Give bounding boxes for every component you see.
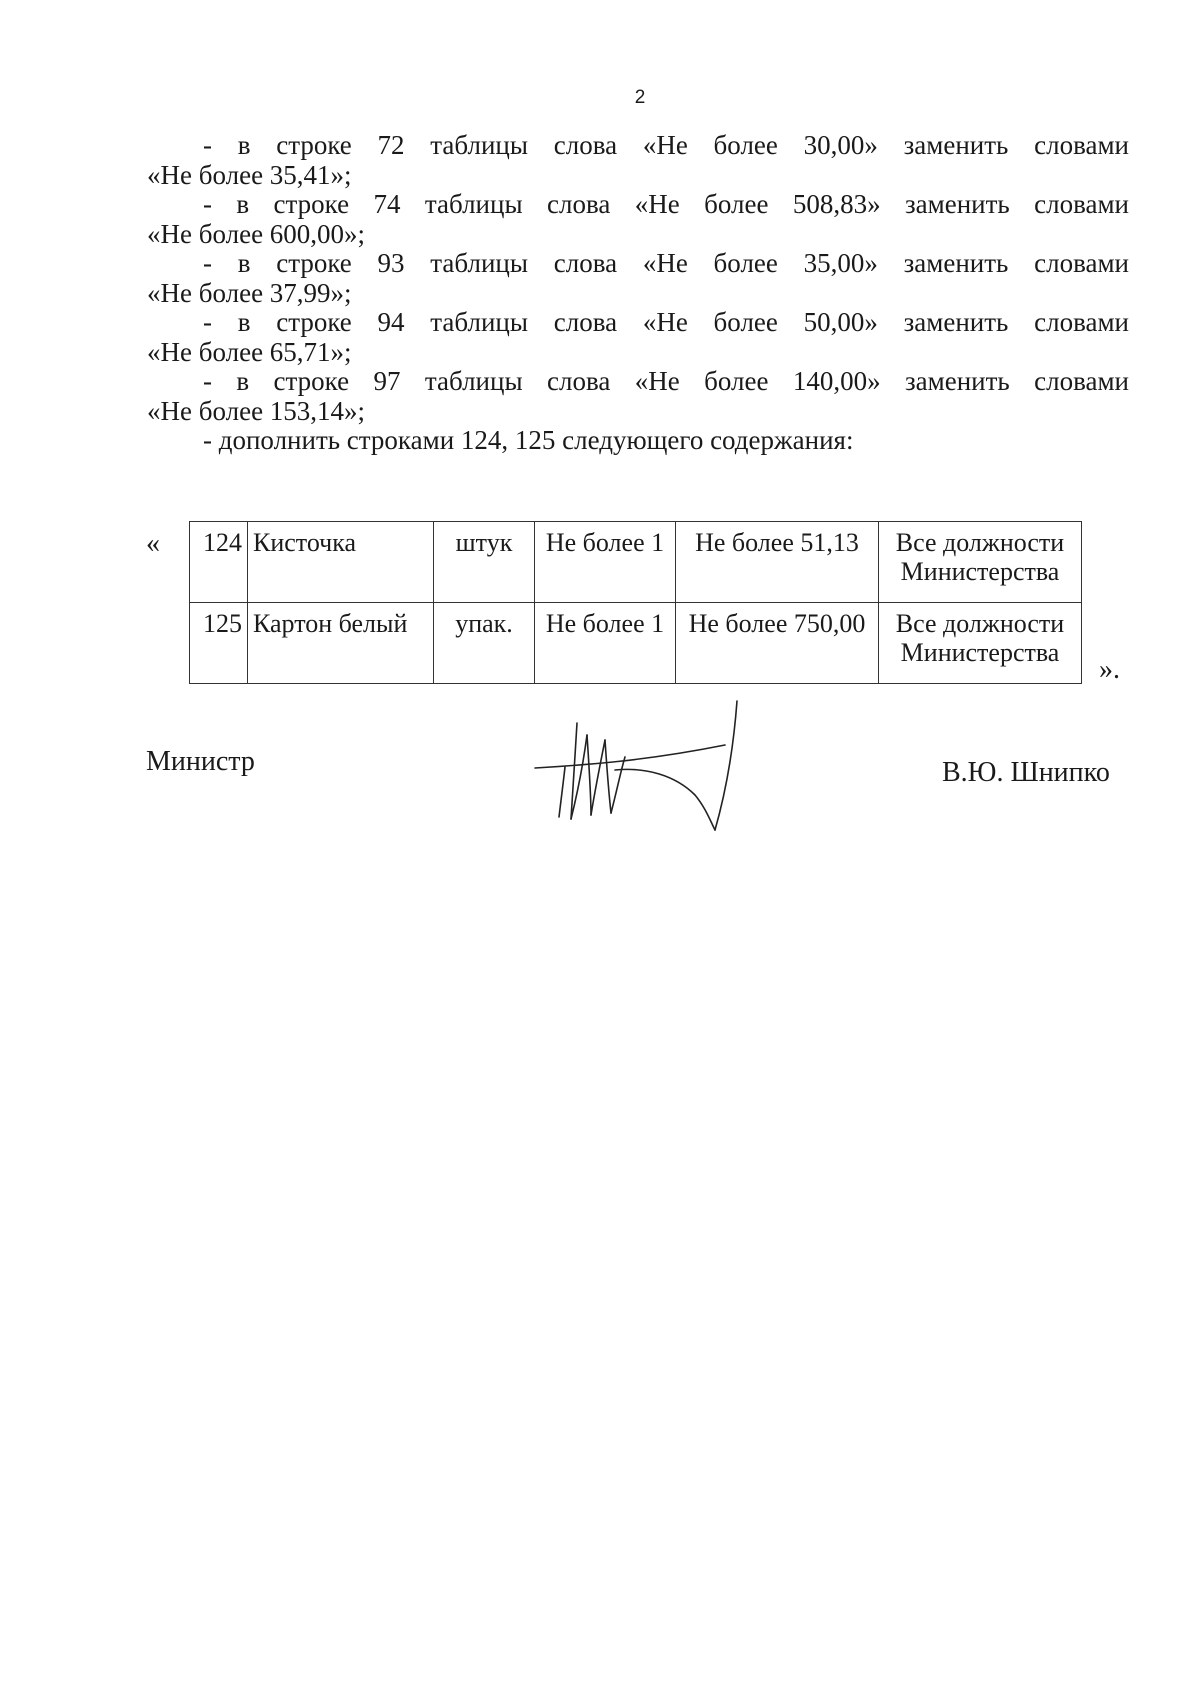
quantity-cell: Не более 1: [535, 522, 676, 603]
row-number-cell: 124: [190, 522, 248, 603]
amendments-text: [147, 131, 1129, 456]
unit-cell: штук: [434, 522, 535, 603]
signatory-title: Министр: [146, 746, 255, 777]
amendment-line: «Не более 153,14»;: [147, 395, 366, 426]
amendment-line: - в строке 97 таблицы слова «Не более 140,00» заменить словами: [203, 366, 1129, 396]
addition-paragraph: - дополнить строками 124, 125 следующего содержания:: [203, 425, 854, 455]
opening-quote: «: [146, 528, 160, 559]
amendment-line: - в строке 93 таблицы слова «Не более 35,00» заменить словами: [203, 248, 1129, 278]
amendment-paragraph: [147, 367, 1129, 426]
row-number-cell: 125: [190, 603, 248, 684]
amendment-line: «Не более 65,71»;: [147, 336, 352, 367]
amendment-line: «Не более 37,99»;: [147, 277, 352, 308]
quantity-cell: Не более 1: [535, 603, 676, 684]
closing-quote: ».: [1099, 654, 1120, 685]
amendment-line: - в строке 94 таблицы слова «Не более 50,00» заменить словами: [203, 307, 1129, 337]
table-row: [190, 522, 1082, 603]
items-table: [189, 521, 1082, 684]
amendment-line: - в строке 72 таблицы слова «Не более 30,00» заменить словами: [203, 130, 1129, 160]
price-cell: Не более 51,13: [676, 522, 879, 603]
unit-cell: упак.: [434, 603, 535, 684]
amendment-paragraph: [147, 308, 1129, 367]
amendment-paragraph: [147, 131, 1129, 190]
signatory-name: В.Ю. Шнипко: [942, 757, 1110, 788]
amendment-line: - в строке 74 таблицы слова «Не более 508,83» заменить словами: [203, 189, 1129, 219]
table-row: [190, 603, 1082, 684]
amendment-line: «Не более 600,00»;: [147, 218, 366, 249]
amendment-line: «Не более 35,41»;: [147, 159, 352, 190]
positions-cell: Все должности Министерства: [879, 603, 1082, 684]
positions-cell: Все должности Министерства: [879, 522, 1082, 603]
item-name-cell: Кисточка: [248, 522, 434, 603]
page-number: 2: [634, 87, 646, 108]
handwritten-signature: [525, 695, 785, 835]
amendment-paragraph: [147, 249, 1129, 308]
item-name-cell: Картон белый: [248, 603, 434, 684]
price-cell: Не более 750,00: [676, 603, 879, 684]
amendment-paragraph: [147, 190, 1129, 249]
